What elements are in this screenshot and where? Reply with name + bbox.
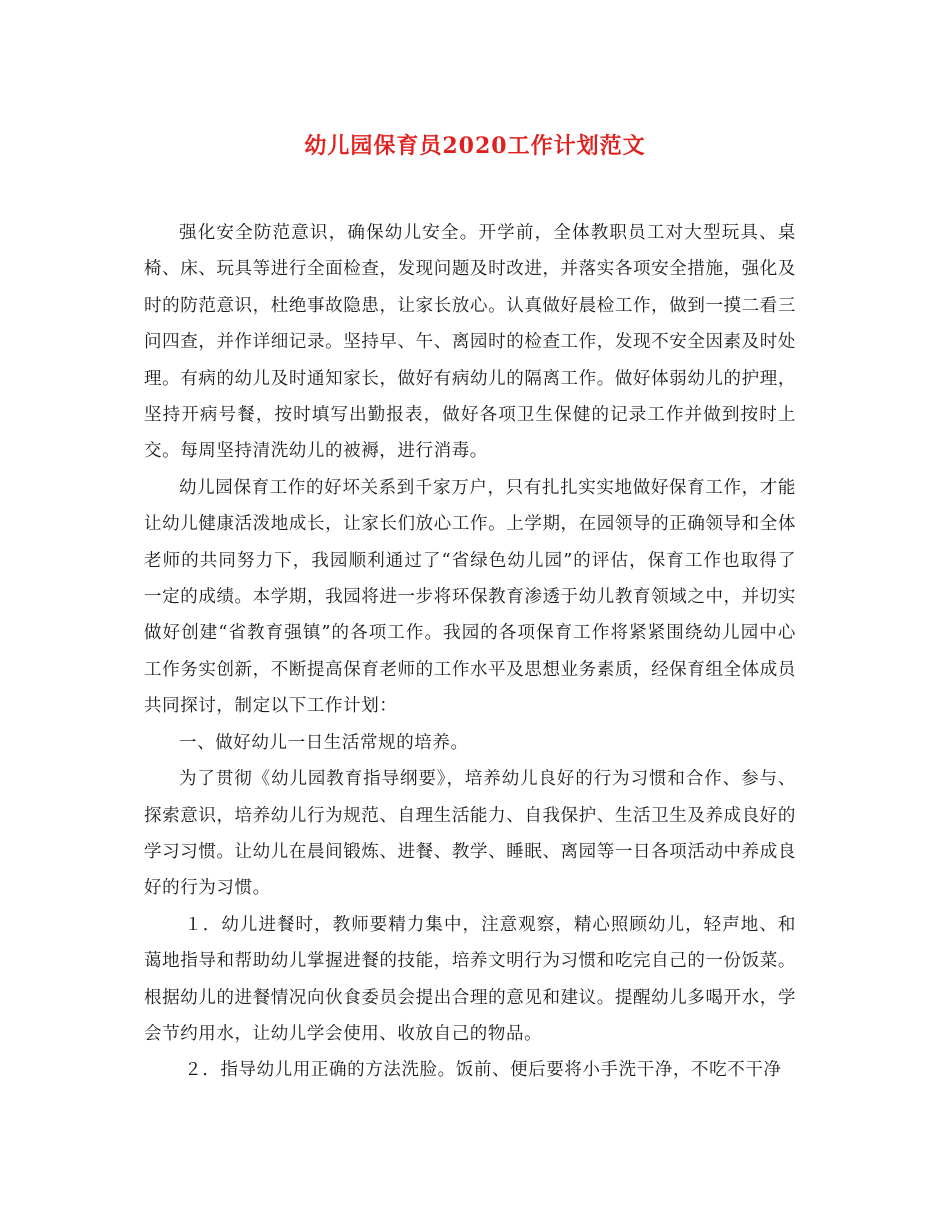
document-title: 幼儿园保育员2020工作计划范文: [304, 133, 646, 159]
paragraph-safety: 强化安全防范意识，确保幼儿安全。开学前，全体教职员工对大型玩具、桌椅、床、玩具等进行全面检查，发现问题及时改进，并落实各项安全措施，强化及时的防范意识，杜绝事故隐患，让家长放心。认真做好晨检工作，做到一摸二看三问四查，并作详细记录。坚持早、午、离园时的检查工作，发现不安全因素及时处理。有病的幼儿及时通知家长，做好有病幼儿的隔离工作。做好体弱幼儿的护理，坚持开病号餐，按时填写出勤报表，做好各项卫生保健的记录工作并做到按时上交。每周坚持清洗幼儿的被褥，进行消毒。: [144, 223, 796, 462]
section-heading-daily-routine: 一、做好幼儿一日生活常规的培养。: [179, 732, 469, 753]
list-item-meals: １．幼儿进餐时，教师要精力集中，注意观察，精心照顾幼儿，轻声地、和蔼地指导和帮助幼儿掌握进餐的技能，培养文明行为习惯和吃完自己的一份饭菜。根据幼儿的进餐情况向伙食委员会提出合理的意见和建议。提醒幼儿多喝开水，学会节约用水，让幼儿学会使用、收放自己的物品。: [144, 914, 796, 1044]
paragraph-guideline: 为了贯彻《幼儿园教育指导纲要》，培养幼儿良好的行为习惯和合作、参与、探索意识，培养幼儿行为规范、自理生活能力、自我保护、生活卫生及养成良好的学习习惯。让幼儿在晨间锻炼、进餐、教学、睡眠、离园等一日各项活动中养成良好的行为习惯。: [144, 769, 796, 899]
list-item-washing: ２．指导幼儿用正确的方法洗脸。饭前、便后要将小手洗干净，不吃不干净: [184, 1060, 782, 1081]
paragraph-intro: 幼儿园保育工作的好坏关系到千家万户，只有扎扎实实地做好保育工作，才能让幼儿健康活泼地成长，让家长们放心工作。上学期，在园领导的正确领导和全体老师的共同努力下，我园顺利通过了“省绿色幼儿园”的评估，保育工作也取得了一定的成绩。本学期，我园将进一步将环保教育渗透于幼儿教育领域之中，并切实做好创建“省教育强镇”的各项工作。我园的各项保育工作将紧紧围绕幼儿园中心工作务实创新，不断提高保育老师的工作水平及思想业务素质，经保育组全体成员共同探讨，制定以下工作计划：: [144, 477, 796, 717]
document-body: [144, 215, 796, 1089]
